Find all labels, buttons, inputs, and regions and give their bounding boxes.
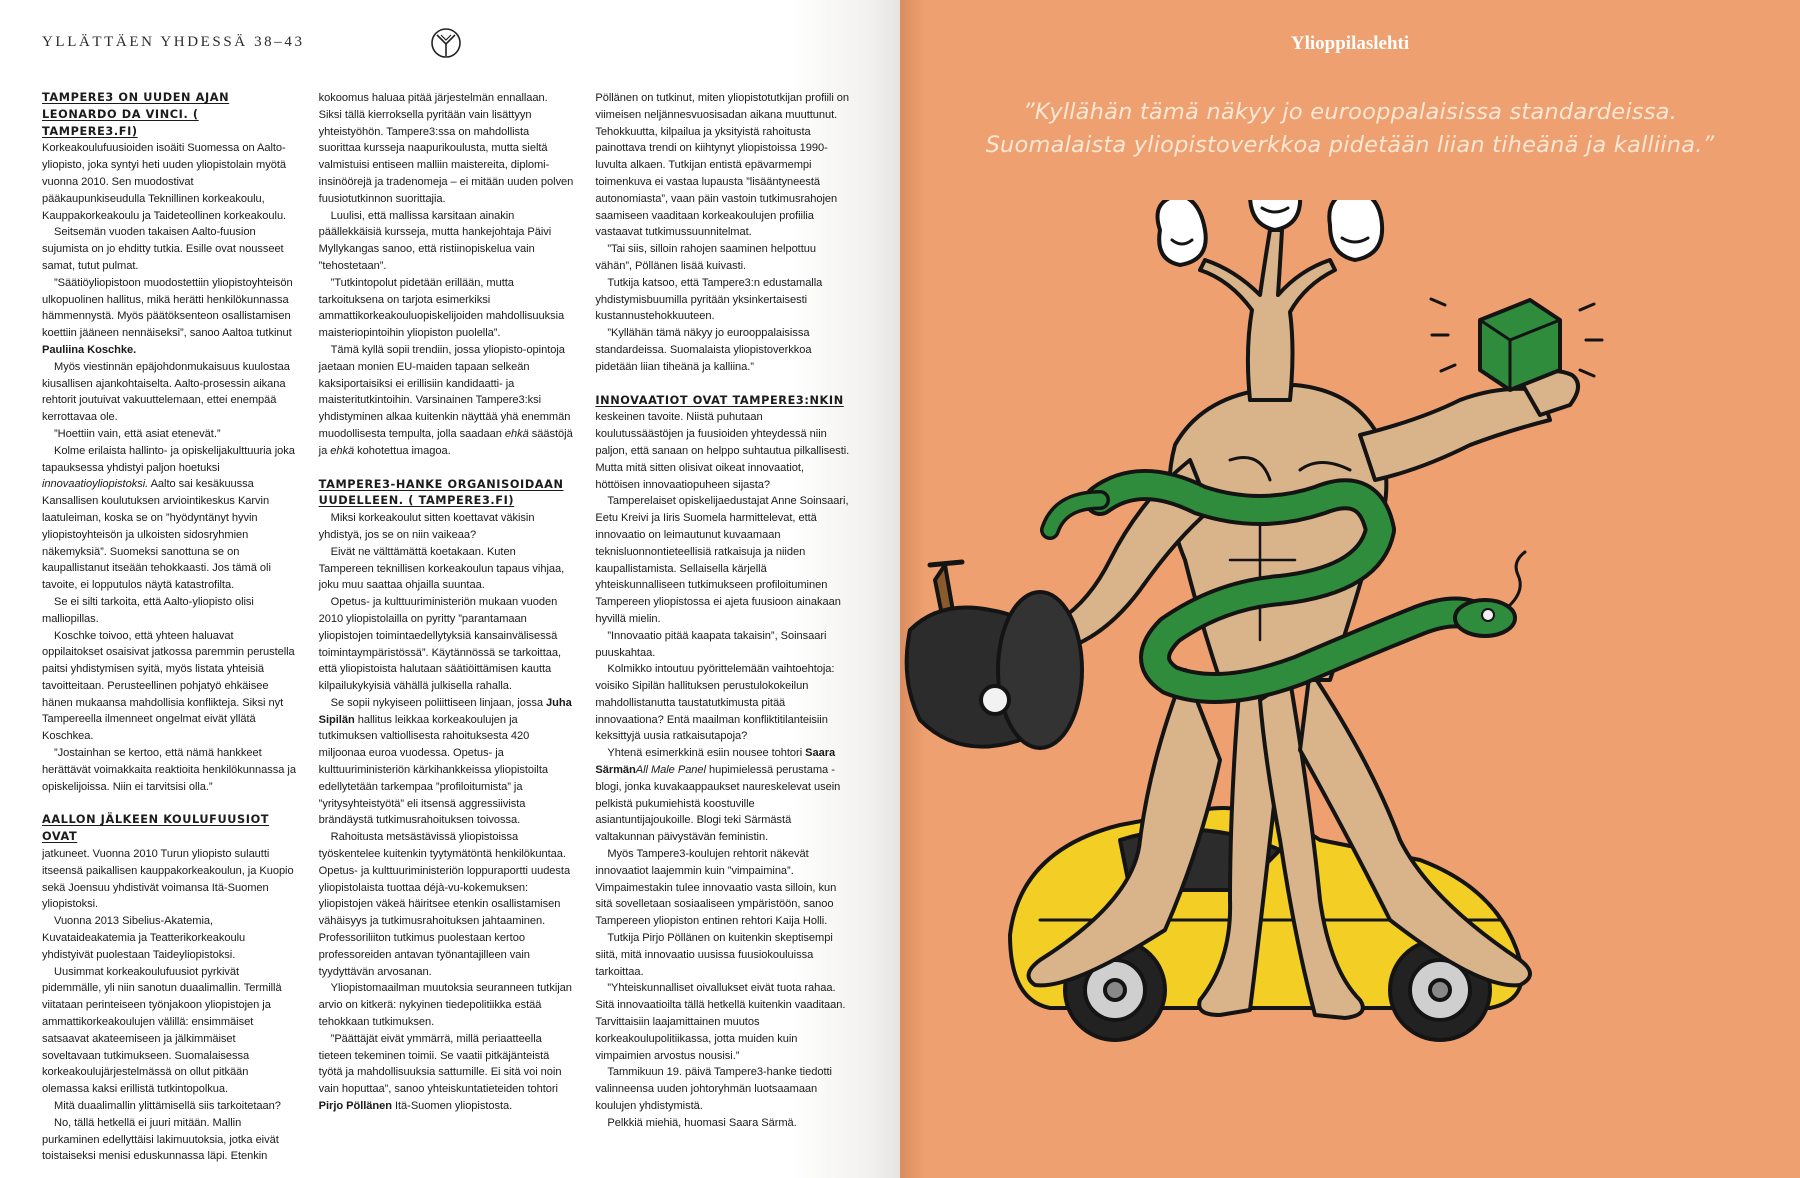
pull-quote-line-1: ”Kyllähän tämä näkyy jo eurooppalaisissa standardeissa. — [1023, 99, 1677, 125]
body-paragraph — [319, 544, 574, 594]
paragraph-text: Tamperelaiset opiskelijaedustajat Anne Soinsaari, Eetu Kreivi ja Iiris Suomela harmittelevat, että innovaatio on leimautunut kuvaamaan teknisluonnontieteellisiä ratkaisuja ja niiden kaupallistamista. Sellaisella kärjellä yhteiskunnalliseen tutkimukseen profiloituminen Tampereen yliopistossa ei ajeta fuusioon ainakaan hyvillä mielin. — [595, 495, 849, 625]
body-paragraph — [319, 829, 574, 980]
section-subhead — [42, 90, 297, 140]
body-paragraph — [595, 409, 850, 493]
paragraph-text: Eivät ne välttämättä koetakaan. Kuten Tampereen teknillisen korkeakoulun tapaus vihjaa, joku muu saattaa ohjailla suuntaa. — [318, 545, 565, 592]
italic-term: All Male Panel — [635, 764, 706, 777]
body-paragraph — [595, 241, 850, 275]
article-column-1 — [42, 90, 297, 1163]
bold-name: Juha Sipilän — [318, 696, 572, 726]
bold-name: Saara Särmän — [595, 747, 836, 777]
body-paragraph — [319, 275, 574, 342]
body-paragraph — [319, 342, 574, 460]
paragraph-text: Vuonna 2013 Sibelius-Akatemia, Kuvataideakatemia ja Teatterikorkeakoulu yhdistyivät puolestaan Taideyliopistoksi. — [42, 915, 246, 961]
paragraph-text: hallitus leikkaa korkeakoulujen ja tutkimuksen valtiollisesta rahoituksesta 420 miljoonaa euroa vuodessa. Opetus- ja kulttuuriministeriön kärkihankkeissa yliopistoilta edellytetään tarkempaa ”profiloitumista” ja ”yritysyhteistyötä” eli itsensä aggressiivista brändäystä tutkimusrahoituksen toivossa. — [318, 713, 549, 827]
body-paragraph — [595, 493, 850, 627]
paragraph-text: hupimielessä perustama — [705, 764, 832, 777]
paragraph-text: Tutkija katsoo, että Tampere3:n edustamalla yhdistymisbuumilla pyritään yksinkertaisesti kustannustehokkuuteen. — [595, 276, 823, 323]
paragraph-text: ”Tai siis, silloin rahojen saaminen helpottuu vähän”, Pöllänen lisää kuivasti. — [595, 243, 816, 272]
paragraph-text: Kolmikko intoutuu pyörittelemään vaihtoehtoja: voisiko Sipilän hallituksen perustulokokeilun mahdollistanutta taustatutkimusta pitää innovaationa? Entä maailman konfliktitilanteisiin keksittyjä uusia ratkaisutapoja? — [595, 663, 835, 743]
ylioppilaslehti-logo-icon — [430, 27, 462, 59]
paragraph-text: kokoomus haluaa pitää järjestelmän ennallaan. Siksi tällä kierroksella pyritään vain lisättyyn yhteistyöhön. Tampere3:ssa on mahdollista suorittaa kursseja naapurikoulusta, mutta sieltä valmistuisi entiseen malliin maistereita, diplomi-insinöörejä ja tradenomeja – ei mitään uuden polven fuusiotutkinnon suorittajia. — [318, 92, 574, 205]
paragraph-text: Tutkija Pirjo Pöllänen on kuitenkin skeptisempi siitä, mitä innovaatio uusissa fuusiokouluissa tarkoittaa. — [595, 932, 833, 978]
body-paragraph — [42, 594, 297, 628]
paragraph-text: ”Säätiöyliopistoon muodostettiin yliopistoyhteisön ulkopuolinen hallitus, mikä herätti henkilökunnassa hämmennystä. Myös päätöksenteon osallistamisen koettiin jääneen nennäiseksi”, sanoo Aaltoa tutkinut — [42, 276, 293, 340]
running-head: YLLÄTTÄEN YHDESSÄ 38–43 — [42, 34, 305, 50]
paragraph-text: Korkeakoulufuusioiden isoäiti Suomessa on Aalto-yliopisto, joka syntyi heti uuden yliopistolain myötä vuonna 2010. Sen muodostivat pääkaupunkiseudulla Teknillinen korkeakoulu, Kauppakorkeakoulu ja Taideteollinen korkeakoulu. — [42, 142, 287, 222]
paragraph-text: Kolme erilaista hallinto- ja opiskelijakulttuuria joka tapauksessa yhdistyi paljon hoetuksi — [42, 444, 295, 474]
body-paragraph — [42, 1098, 297, 1115]
body-paragraph — [42, 224, 297, 274]
body-paragraph — [319, 510, 574, 544]
body-paragraph — [595, 846, 850, 930]
paragraph-text: Myös Tampere3-koulujen rehtorit näkevät innovaatiot laajemmin kuin ”vimpaimina”. Vimpaimestakin tulee innovaatio vasta silloin, kun sitä sovelletaan sosiaaliseen ympäristöön, sanoo Tampereen yliopiston entinen rehtori Kaija Holli. — [595, 848, 837, 928]
body-paragraph — [42, 745, 297, 795]
body-paragraph — [595, 628, 850, 662]
paragraph-text: Luulisi, että mallissa karsitaan ainakin päällekkäisiä kursseja, mutta hankejohtaja Päivi Myllykangas sanoo, että ristiinopiskelua vain ”tehostetaan”. — [318, 209, 552, 272]
paragraph-text: kohotettua imagoa. — [354, 444, 451, 457]
body-paragraph — [42, 140, 297, 224]
paragraph-text: Opetus- ja kulttuuriministeriön mukaan vuoden 2010 yliopistolailla on pyritty ”parantamaan yliopistojen toimintaedellytyksiä kansainvälisessä toimintaympäristössä”. Käytännössä se tarkoittaa, että yliopistoista halutaan säätiöittämisen kautta kilpailukykyisiä vähällä julkisella rahalla. — [318, 596, 562, 693]
body-paragraph — [595, 325, 850, 375]
body-paragraph — [42, 359, 297, 426]
paragraph-text: -blogi, jonka kuvakaappaukset naureskelevat usein pelkistä pukumiehistä koostuville asiantuntijajoukoille. Blogi teki Särmästä valtakunnan päivystävän feministin. — [595, 764, 841, 844]
paragraph-text: Pelkkiä miehiä, huomasi Saara Särmä. — [607, 1116, 797, 1129]
body-paragraph — [42, 846, 297, 913]
paragraph-text: keskeinen tavoite. Niistä puhutaan koulutussäästöjen ja fuusioiden yhteydessä niin paljon, että sanaan on helppo suhtautua pilkallisesti. Mutta mitä sitten olisivat oikeat innovaatiot, höttöisen innovaatiopuheen sijasta? — [595, 411, 850, 491]
section-subhead — [319, 477, 574, 511]
paragraph-text: Myös viestinnän epäjohdonmukaisuus kuulostaa kiusallisen ajankohtaiselta. Aalto-prosessin aikana rehtorit joutuivat vakuuttelemaan, ettei enempää kerrottavaa ole. — [42, 360, 290, 424]
body-paragraph — [319, 695, 574, 829]
paragraph-text: ”Tutkintopolut pidetään erillään, mutta tarkoituksena on tarjota esimerkiksi ammattikorkeakouluopiskelijoiden mahdollisuuksia maisteriopintoihin yliopiston puolella”. — [318, 276, 565, 340]
paragraph-text: Tammikuun 19. päivä Tampere3-hanke tiedotti valinneensa uuden johtoryhmän luotsaamaan koulujen yhdistymistä. — [595, 1066, 832, 1113]
italic-term: ehkä — [330, 444, 355, 457]
paragraph-text: TAMPERE3 ON UUDEN AJAN LEONARDO DA VINCI. ( TAMPERE3.FI) — [42, 91, 230, 138]
publication-name: Ylioppilaslehti — [1290, 33, 1410, 54]
body-paragraph — [42, 1115, 297, 1165]
body-paragraph — [595, 90, 850, 241]
paragraph-text: Pöllänen on tutkinut, miten yliopistotutkijan profiili on viimeisen neljännesvuosisadan aikana muuttunut. Tehokkuutta, kilpailua ja yksityistä rahoitusta painottava trendi on kiihtynyt yliopistoissa 1990-luvulta alkaen. Tutkijan entistä epävarmempi toimenkuva ei vastaa lupausta ”lisääntyneestä autonomiasta”, vaan päin vastoin tutkimusrahojen saamiseen vaaditaan korkeakoulujen profiilia vastaavat tutkimussuunnitelmat. — [595, 92, 850, 239]
paragraph-text: Yliopistomaailman muutoksia seuranneen tutkijan arvio on kitkerä: nykyinen tiedepolitiikka estää tehokkaan tutkimuksen. — [318, 982, 572, 1029]
paragraph-text: ”Hoettiin vain, että asiat etenevät.” — [54, 427, 221, 440]
right-page — [900, 0, 1800, 1178]
arm-holding-box — [1360, 371, 1578, 480]
three-headed-muscleman-illustration — [900, 200, 1800, 1160]
body-paragraph — [319, 1031, 574, 1115]
body-paragraph — [319, 208, 574, 275]
pull-quote-line-2: Suomalaista yliopistoverkkoa pidetään liian tiheänä ja kalliina.” — [985, 132, 1715, 158]
article-column-2 — [319, 90, 574, 1140]
body-paragraph — [42, 964, 297, 1098]
italic-term: ehkä — [504, 427, 529, 440]
body-paragraph — [595, 980, 850, 1064]
paragraph-text: Tämä kyllä sopii trendiin, jossa yliopisto-opintoja jaetaan monien EU-maiden tapaan selkeän kaksiportaisiksi ei erillisiin kandidaatti- ja maisteritutkintoihin. Varsinainen Tampere3:ksi yhdistyminen alkaa kuitenkin näyttää yhä enemmän muodollisesta tempulta, jolla saadaan — [318, 343, 571, 440]
section-subhead — [42, 812, 297, 846]
hat-and-dagger — [907, 562, 1082, 748]
body-paragraph — [42, 443, 297, 594]
paragraph-text: Mitä duaalimallin ylittämisellä siis tarkoitetaan? — [54, 1100, 281, 1113]
body-paragraph — [595, 745, 850, 846]
pull-quote — [940, 96, 1760, 162]
paragraph-text: Seitsemän vuoden takaisen Aalto-fuusion sujumista on jo ehditty tutkia. Esille ovat nousseet samat, tutut pulmat. — [42, 226, 284, 272]
article-column-3 — [595, 90, 850, 1140]
bold-name: Pauliina Koschke. — [42, 343, 137, 356]
paragraph-text: ”Päättäjät eivät ymmärrä, millä periaatteella tieteen tekeminen toimii. Se vaatii pitkäjänteistä työtä ja mahdollisuuksia sattumille. Ei sitä voi noin vain hoputtaa”, sanoo yhteiskuntatieteiden tohtori — [318, 1032, 562, 1096]
body-paragraph — [595, 930, 850, 980]
italic-term: innovaatioyliopistoksi. — [42, 478, 149, 491]
body-paragraph — [42, 275, 297, 359]
body-paragraph — [42, 426, 297, 443]
paragraph-text: ”Yhteiskunnalliset oivallukset eivät tuota rahaa. Sitä innovaatioilta tällä hetkellä kuitenkin vaaditaan. Tarvittaisiin laajamittainen muutos korkeakoulupolitiikassa, jotta muiden kuin vimpaimien arvostus nousisi.” — [595, 982, 846, 1062]
paragraph-text: ”Jostainhan se kertoo, että nämä hankkeet herättävät voimakkaita reaktioita henkilökunnassa ja opiskelijoissa. Niin ei tarvitsisi olla.” — [42, 747, 296, 793]
branching-neck — [1200, 230, 1335, 400]
paragraph-text: AALLON JÄLKEEN KOULUFUUSIOT OVAT — [42, 813, 270, 844]
bold-name: Pirjo Pöllänen — [318, 1100, 392, 1113]
paragraph-text: TAMPERE3-HANKE ORGANISOIDAAN UUDELLEEN. ( TAMPERE3.FI) — [318, 477, 564, 508]
body-paragraph — [595, 661, 850, 745]
paragraph-text: jatkuneet. Vuonna 2010 Turun yliopisto sulautti itseensä paikallisen kauppakorkeakoulun, ja Kuopio sekä Joensuu yhdistivät voimansa Itä-Suomen yliopistoksi. — [42, 848, 294, 911]
body-paragraph — [42, 913, 297, 963]
paragraph-text: Se ei silti tarkoita, että Aalto-yliopisto olisi malliopillas. — [42, 595, 254, 625]
body-paragraph — [595, 1115, 850, 1132]
paragraph-text: Uusimmat korkeakoulufuusiot pyrkivät pidemmälle, yli niin sanotun duaalimallin. Termillä viitataan perinteiseen työnjakoon yliopistojen ja ammattikorkeakoulujen välillä: ensimmäiset satsaavat akateemiseen ja jälkimmäiset soveltavaan tutkimukseen. Suomalaisessa korkeakoulujärjestelmässä on ollut pitkään olemassa kaksi erillistä tutkintopolkua. — [42, 965, 282, 1096]
body-paragraph — [595, 1064, 850, 1114]
paragraph-text: INNOVAATIOT OVAT TAMPERE3:NKIN — [595, 393, 844, 407]
paragraph-text: Miksi korkeakoulut sitten koettavat väkisin yhdistyä, jos se on niin vaikeaa? — [318, 512, 535, 541]
paragraph-text: Aalto sai kesäkuussa Kansallisen koulutuksen arviointikeskus Karvin laatuleiman, koska se on ”hyödyntänyt hyvin yliopistoyhteisön ja ulkoisten sidosryhmien näkemyksiä”. Suomeksi sanottuna se on kaupallistanut itseään tehokkaasti. Jos tämä oli tavoite, ei lopputulos näytä katastrofilta. — [42, 478, 271, 592]
body-paragraph — [319, 90, 574, 208]
body-paragraph — [595, 275, 850, 325]
paragraph-text: Itä-Suomen yliopistosta. — [391, 1100, 513, 1113]
body-paragraph — [319, 980, 574, 1030]
paragraph-text: Rahoitusta metsästävissä yliopistoissa työskentelee kuitenkin tyytymätöntä henkilökuntaa. Opetus- ja kulttuuriministeriön loppuraportti uudesta yliopistolaista tuottaa déjà-vu-kokemuksen: yliopistojen väkeä häiritsee etenkin osallistamisen vähäisyys ja tutkimusrahoituksen jahtaaminen. Professoriliiton tutkimus puolestaan kertoo professoreiden antavan työnantajilleen vain tyydyttävän arvosanan. — [318, 831, 571, 978]
paragraph-text: säästöjä ja — [318, 427, 573, 457]
body-paragraph — [319, 594, 574, 695]
section-subhead — [595, 393, 850, 410]
article-columns — [42, 90, 850, 1163]
paragraph-text: Koschke toivoo, että yhteen haluavat oppilaitokset osaisivat jatkossa paremmin perustella paitsi yhdistymisen syitä, myös listata yhteisiä tavoitteitaan. Perusteellinen pohjatyö ehkäisee hänen mukaansa mahdollisia konfliktejа. Siksi nyt Tampereella ilmenneet ongelmat eivät yllätä Koschkea. — [42, 629, 295, 743]
paragraph-text: ”Innovaatio pitää kaapata takaisin”, Soinsaari puuskahtaa. — [595, 629, 827, 659]
paragraph-text: Se sopii nykyiseen poliittiseen linjaan, jossa — [330, 696, 547, 709]
body-paragraph — [42, 628, 297, 746]
paragraph-text: No, tällä hetkellä ei juuri mitään. Mallin purkaminen edellyttäisi lakimuutoksia, jotka eivät toistaiseksi menisi eduskunnassa läpi. Etenkin — [42, 1116, 279, 1163]
paragraph-text: ”Kyllähän tämä näkyy jo eurooppalaisissa standardeissa. Suomalaista yliopistoverkkoa pidetään liian tiheänä ja kalliina.” — [595, 327, 812, 373]
paragraph-text: Yhtenä esimerkkinä esiin nousee tohtori — [607, 747, 806, 760]
